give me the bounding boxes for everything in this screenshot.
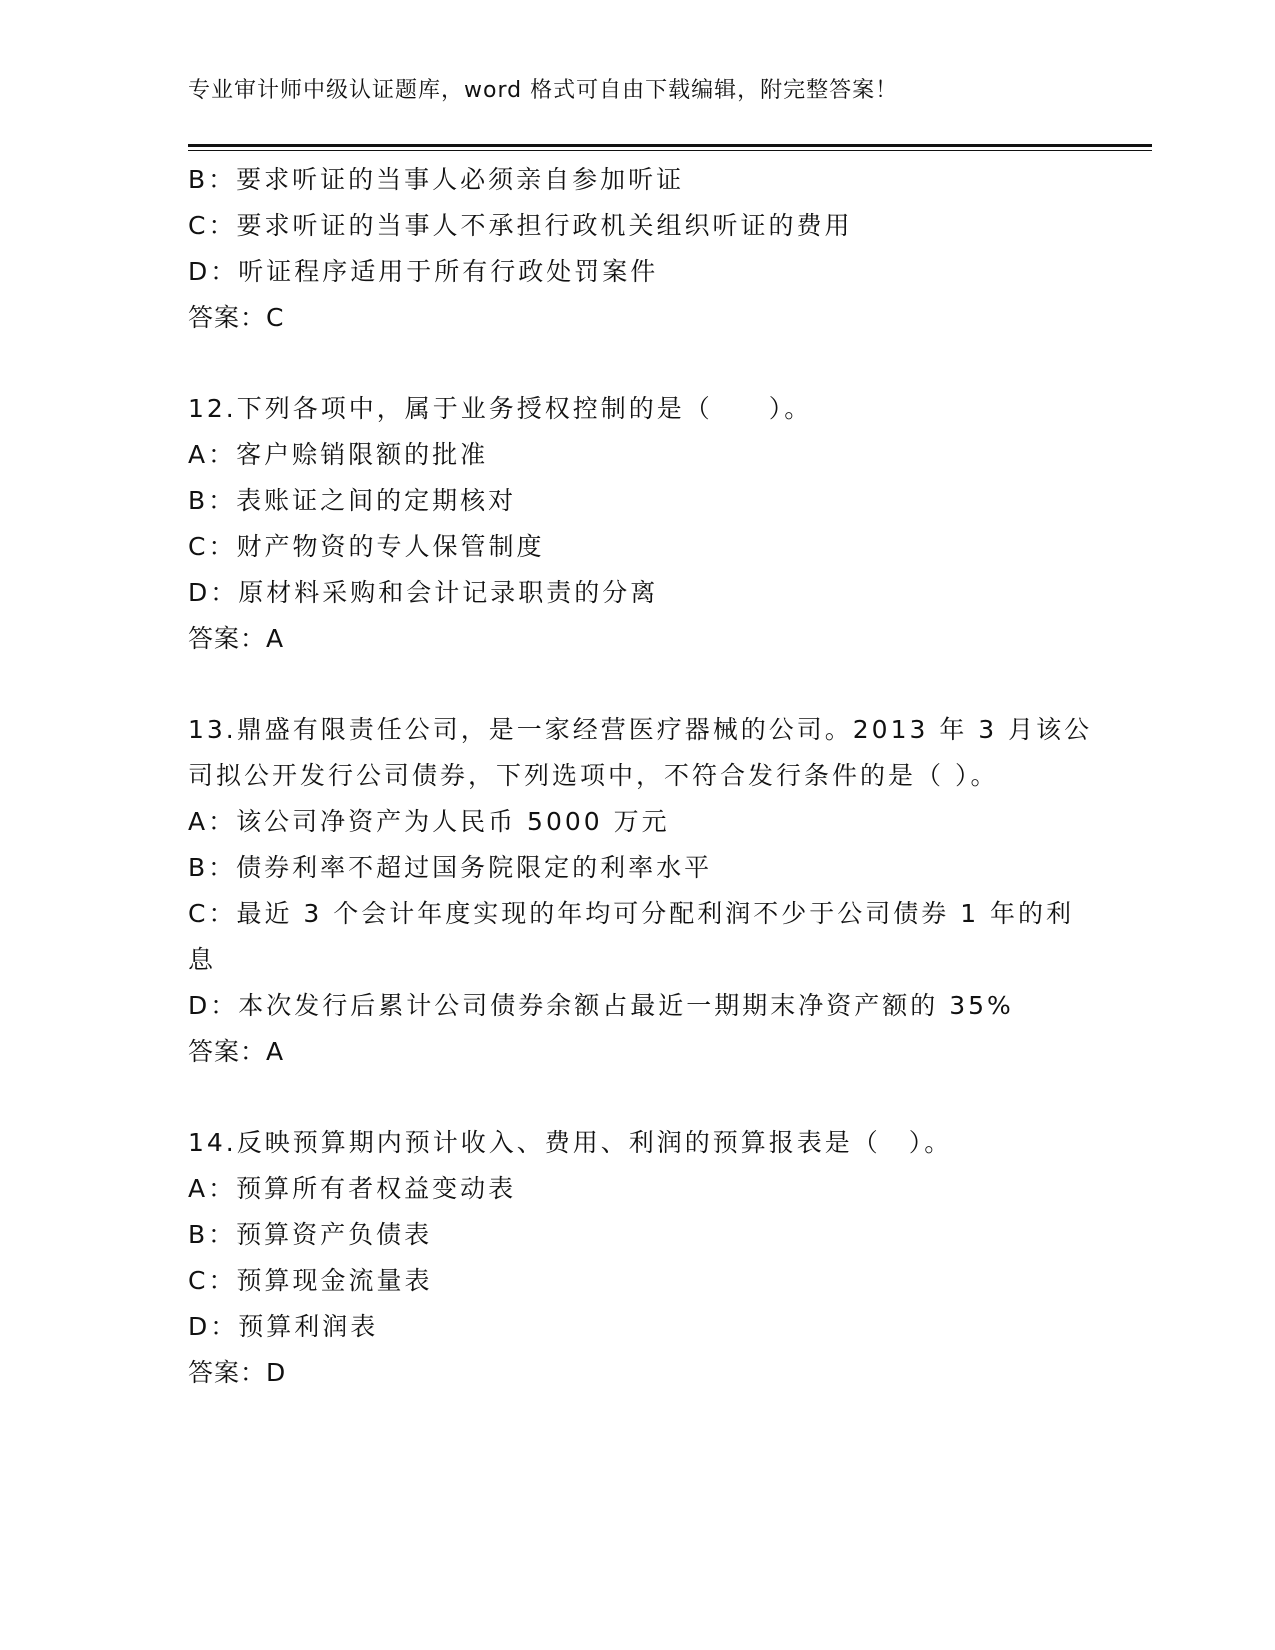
q13-option-b: B：债券利率不超过国务院限定的利率水平 (188, 853, 713, 882)
q13-answer-value: A (266, 1037, 285, 1066)
q14-option-a: A：预算所有者权益变动表 (188, 1174, 517, 1203)
q12-option-c: C：财产物资的专人保管制度 (188, 532, 545, 561)
q11-answer (188, 295, 1088, 341)
page-header-title: 专业审计师中级认证题库，word 格式可自由下载编辑，附完整答案！ (188, 78, 899, 103)
q12-option-b: B：表账证之间的定期核对 (188, 486, 517, 515)
question-14-block (188, 1120, 1088, 1396)
q13-stem-line-2: 司拟公开发行公司债券，下列选项中，不符合发行条件的是（ ）。 (188, 761, 999, 790)
q12-answer (188, 616, 1088, 662)
q12-stem: 12.下列各项中，属于业务授权控制的是（ ）。 (188, 394, 813, 423)
q11-option-c: C：要求听证的当事人不承担行政机关组织听证的费用 (188, 211, 853, 240)
q13-option-a: A：该公司净资产为人民币 5000 万元 (188, 807, 670, 836)
q12-option-d: D：原材料采购和会计记录职责的分离 (188, 578, 659, 607)
q11-option-b: B：要求听证的当事人必须亲自参加听证 (188, 165, 685, 194)
q13-option-d: D：本次发行后累计公司债券余额占最近一期期末净资产额的 35% (188, 991, 1014, 1020)
q12-answer-label: 答案： (188, 624, 267, 653)
q14-option-d: D：预算利润表 (188, 1312, 379, 1341)
q13-option-c-line-1: C：最近 3 个会计年度实现的年均可分配利润不少于公司债券 1 年的利 (188, 899, 1075, 928)
q13-option-c-line-2: 息 (188, 945, 217, 974)
q14-option-c: C：预算现金流量表 (188, 1266, 433, 1295)
q11-answer-label: 答案： (188, 303, 267, 332)
header-divider-thin (188, 150, 1152, 151)
q12-answer-value: A (266, 624, 285, 653)
header-divider-thick (188, 144, 1152, 147)
q14-stem: 14.反映预算期内预计收入、费用、利润的预算报表是（ ）。 (188, 1128, 953, 1157)
q13-answer (188, 1029, 1088, 1075)
q12-option-a: A：客户赊销限额的批准 (188, 440, 489, 469)
q14-answer (188, 1350, 1088, 1396)
spacer (188, 1075, 1088, 1120)
q11-answer-value: C (266, 303, 285, 332)
question-12-block (188, 386, 1088, 662)
spacer (188, 662, 1088, 707)
q14-answer-label: 答案： (188, 1358, 267, 1387)
question-list (188, 157, 1093, 1396)
q13-stem-line-1: 13.鼎盛有限责任公司，是一家经营医疗器械的公司。2013 年 3 月该公 (188, 715, 1093, 744)
q14-option-b: B：预算资产负债表 (188, 1220, 433, 1249)
spacer (188, 341, 1088, 386)
q14-answer-value: D (266, 1358, 287, 1387)
q13-answer-label: 答案： (188, 1037, 267, 1066)
question-13-block (188, 707, 1093, 1075)
q11-option-d: D：听证程序适用于所有行政处罚案件 (188, 257, 659, 286)
question-11-block (188, 157, 1088, 341)
